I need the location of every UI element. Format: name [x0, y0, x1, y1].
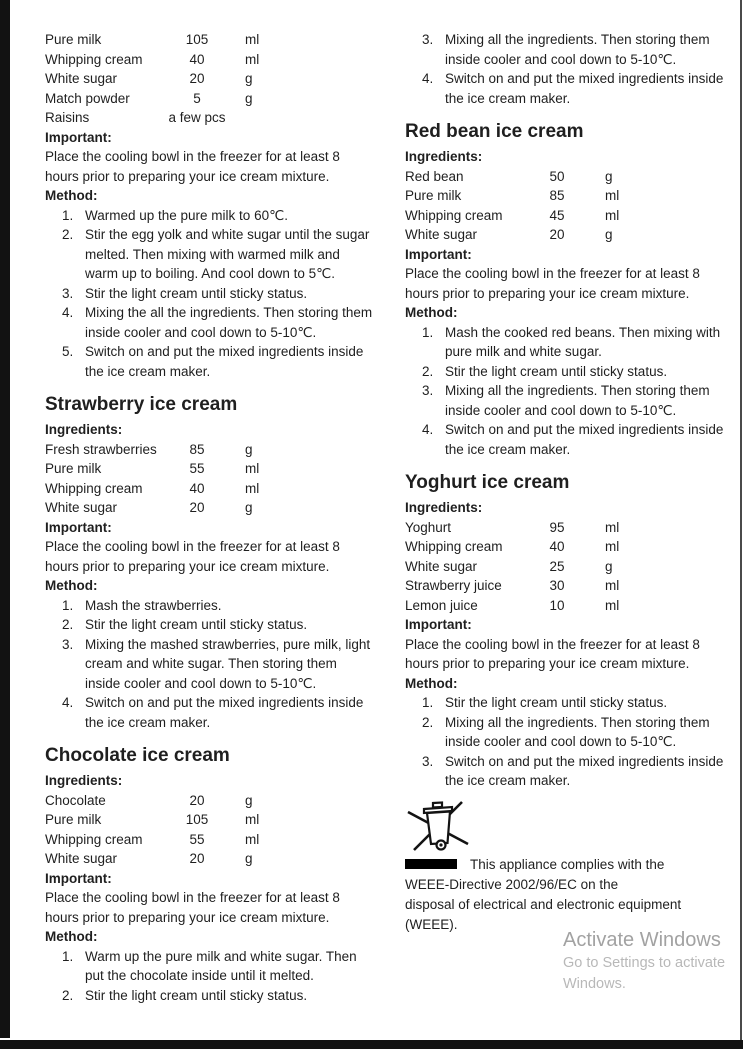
- ingredient-name: Chocolate: [45, 792, 106, 808]
- right-column: [405, 30, 730, 935]
- section-chocolate-method-continued: [405, 30, 730, 108]
- ingredient-qty: 20: [189, 500, 205, 515]
- step-number: 3.: [62, 636, 74, 652]
- method-steps: [405, 30, 730, 108]
- ingredient-qty: 85: [549, 188, 565, 203]
- important-label: Important:: [405, 617, 472, 632]
- method-step: [405, 420, 730, 459]
- ingredients-label: Ingredients:: [45, 422, 123, 437]
- method-step: [45, 635, 375, 694]
- step-text: Switch on and put the mixed ingredients inside the ice cream maker.: [445, 71, 724, 106]
- ingredient-name: White sugar: [45, 851, 118, 866]
- ingredient-unit: g: [605, 558, 613, 574]
- step-text: Stir the light cream until sticky status.: [445, 363, 668, 379]
- step-text: Stir the egg yolk and white sugar until the sugar melted. Then mixing with warmed milk and warm up to boiling. And cool down to 5℃.: [85, 227, 370, 281]
- ingredients-table: [45, 440, 375, 518]
- ingredient-row: [45, 69, 375, 89]
- weee-crossed-bin-icon: [405, 799, 730, 853]
- section-yoghurt-ice-cream: [405, 471, 730, 791]
- step-number: 3.: [422, 383, 434, 398]
- ingredient-qty: 10: [549, 597, 565, 613]
- ingredients-table: [45, 30, 375, 128]
- important-label: Important:: [45, 129, 112, 145]
- step-text: Warm up the pure milk and white sugar. Then put the chocolate inside until it melted.: [85, 948, 357, 983]
- important-label: Important:: [405, 246, 472, 262]
- ingredient-qty: 55: [189, 831, 205, 847]
- page-edge-bottom: [0, 1040, 743, 1049]
- ingredient-unit: ml: [605, 597, 620, 613]
- left-column: [45, 30, 375, 1005]
- method-label: Method:: [45, 929, 98, 944]
- ingredient-row: [405, 576, 730, 596]
- method-step: [405, 362, 730, 382]
- weee-text-line: This appliance complies with the: [470, 856, 665, 872]
- step-text: Warmed up the pure milk to 60℃.: [85, 207, 288, 223]
- step-number: 4.: [62, 305, 74, 320]
- activate-windows-watermark: [563, 928, 725, 995]
- ingredient-name: Match powder: [45, 90, 130, 106]
- watermark-subtitle: Go to Settings to activate: [563, 955, 726, 971]
- ingredient-row: [405, 557, 730, 577]
- method-step: [405, 323, 730, 362]
- ingredient-name: Raisins: [45, 110, 90, 125]
- step-number: 3.: [422, 32, 434, 47]
- step-number: 4.: [62, 695, 74, 710]
- ingredient-unit: g: [605, 168, 613, 184]
- ingredient-name: White sugar: [405, 227, 478, 242]
- ingredient-name: Pure milk: [45, 32, 102, 47]
- weee-black-bar: [405, 859, 457, 869]
- section-title: Strawberry ice cream: [45, 394, 238, 415]
- ingredient-qty: a few pcs: [168, 110, 226, 125]
- ingredient-unit: ml: [605, 519, 620, 535]
- ingredient-row: [405, 167, 730, 187]
- step-text: Mixing the mashed strawberries, pure milk, light cream and white sugar. Then storing them inside cooler and cool down to 5-10℃.: [85, 636, 371, 691]
- ingredient-row: [405, 186, 730, 206]
- method-label: Method:: [45, 188, 98, 203]
- method-label: Method:: [45, 578, 98, 593]
- ingredient-unit: g: [245, 71, 253, 86]
- ingredient-row: [45, 830, 375, 850]
- ingredient-name: Red bean: [405, 168, 464, 184]
- step-text: Stir the light cream until sticky status.: [85, 617, 308, 632]
- ingredient-qty: 95: [549, 519, 565, 535]
- method-step: [45, 986, 375, 1006]
- step-number: 3.: [62, 285, 74, 301]
- step-text: Switch on and put the mixed ingredients inside the ice cream maker.: [85, 695, 364, 730]
- ingredient-unit: ml: [605, 207, 620, 223]
- ingredients-table: [405, 518, 730, 616]
- ingredient-row: [405, 596, 730, 616]
- ingredient-qty: 20: [549, 227, 565, 242]
- ingredient-name: White sugar: [45, 500, 118, 515]
- ingredient-qty: 85: [189, 441, 205, 457]
- step-number: 2.: [422, 714, 434, 730]
- step-number: 1.: [422, 695, 434, 710]
- method-steps: [405, 323, 730, 460]
- important-text: Place the cooling bowl in the freezer for at least 8 hours prior to preparing your ice cream mixture.: [405, 636, 700, 671]
- ingredient-unit: g: [605, 227, 613, 242]
- ingredient-name: White sugar: [45, 71, 118, 86]
- ingredient-row: [45, 791, 375, 811]
- method-step: [405, 693, 730, 713]
- ingredient-qty: 55: [189, 461, 205, 476]
- ingredient-unit: ml: [605, 539, 620, 554]
- important-text: Place the cooling bowl in the freezer for at least 8 hours prior to preparing your ice cream mixture.: [45, 890, 340, 925]
- method-step: [45, 947, 375, 986]
- ingredient-name: Whipping cream: [45, 51, 143, 67]
- step-number: 3.: [422, 753, 434, 769]
- step-number: 5.: [62, 344, 74, 359]
- method-steps: [45, 947, 375, 1006]
- important-text: Place the cooling bowl in the freezer for at least 8 hours prior to preparing your ice cream mixture.: [45, 149, 340, 184]
- step-text: Switch on and put the mixed ingredients inside the ice cream maker.: [445, 422, 724, 457]
- ingredient-qty: 5: [193, 90, 201, 106]
- method-steps: [45, 206, 375, 382]
- important-text: Place the cooling bowl in the freezer for at least 8 hours prior to preparing your ice cream mixture.: [45, 539, 340, 574]
- ingredient-qty: 20: [189, 71, 205, 86]
- section-intro-recipe: [45, 30, 375, 381]
- weee-text-line: WEEE-Directive 2002/96/EC on the: [405, 876, 619, 892]
- method-step: [405, 752, 730, 791]
- step-text: Mixing all the ingredients. Then storing them inside cooler and cool down to 5-10℃.: [445, 383, 710, 418]
- method-step: [405, 713, 730, 752]
- ingredient-qty: 40: [189, 51, 205, 67]
- ingredient-qty: 25: [549, 558, 565, 574]
- method-step: [45, 342, 375, 381]
- ingredient-row: [405, 225, 730, 245]
- ingredient-unit: g: [245, 851, 253, 866]
- ingredient-row: [45, 498, 375, 518]
- method-label: Method:: [405, 675, 458, 691]
- method-step: [405, 69, 730, 108]
- step-text: Mixing all the ingredients. Then storing them inside cooler and cool down to 5-10℃.: [445, 714, 710, 749]
- ingredient-row: [405, 537, 730, 557]
- method-step: [45, 303, 375, 342]
- ingredient-row: [45, 459, 375, 479]
- step-text: Stir the light cream until sticky status.: [445, 695, 668, 710]
- step-number: 1.: [62, 207, 74, 223]
- step-text: Mixing all the ingredients. Then storing them inside cooler and cool down to 5-10℃.: [445, 32, 710, 67]
- important-label: Important:: [45, 870, 112, 886]
- ingredient-unit: g: [245, 792, 253, 808]
- ingredient-row: [45, 479, 375, 499]
- step-text: Mixing the all the ingredients. Then storing them inside cooler and cool down to 5-10℃.: [85, 305, 373, 340]
- ingredient-unit: ml: [245, 32, 260, 47]
- ingredient-name: Pure milk: [45, 812, 102, 827]
- ingredient-name: Lemon juice: [405, 597, 478, 613]
- ingredient-name: Yoghurt: [405, 519, 452, 535]
- step-number: 4.: [422, 422, 434, 437]
- page-edge-left: [0, 0, 10, 1038]
- weee-compliance-block: [405, 799, 730, 935]
- ingredient-qty: 40: [189, 480, 205, 496]
- ingredient-qty: 40: [549, 539, 565, 554]
- ingredient-unit: ml: [245, 461, 260, 476]
- method-step: [45, 693, 375, 732]
- section-title: Chocolate ice cream: [45, 745, 230, 766]
- ingredient-unit: g: [245, 90, 253, 106]
- ingredients-label: Ingredients:: [405, 149, 483, 164]
- section-strawberry-ice-cream: [45, 393, 375, 732]
- section-title: Yoghurt ice cream: [405, 472, 570, 493]
- ingredient-name: Pure milk: [45, 461, 102, 476]
- ingredient-name: White sugar: [405, 558, 478, 574]
- method-step: [45, 206, 375, 226]
- method-label: Method:: [405, 305, 458, 320]
- ingredient-unit: ml: [245, 480, 260, 496]
- ingredient-name: Whipping cream: [405, 539, 503, 554]
- step-text: Switch on and put the mixed ingredients inside the ice cream maker.: [445, 753, 724, 788]
- ingredient-name: Strawberry juice: [405, 578, 502, 593]
- ingredient-unit: ml: [245, 51, 260, 67]
- method-step: [405, 30, 730, 69]
- section-red-bean-ice-cream: [405, 120, 730, 459]
- ingredient-name: Whipping cream: [405, 207, 503, 223]
- method-step: [45, 225, 375, 284]
- step-number: 1.: [62, 948, 74, 964]
- ingredient-unit: g: [245, 500, 253, 515]
- page-edge-right: [740, 0, 742, 1040]
- ingredient-qty: 50: [549, 168, 565, 184]
- ingredients-label: Ingredients:: [405, 500, 483, 515]
- ingredient-unit: g: [245, 441, 253, 457]
- step-number: 1.: [62, 597, 74, 613]
- step-number: 2.: [62, 227, 74, 242]
- ingredient-row: [45, 440, 375, 460]
- ingredient-row: [405, 206, 730, 226]
- section-chocolate-ice-cream: [45, 744, 375, 1005]
- section-title: Red bean ice cream: [405, 121, 584, 142]
- ingredient-unit: ml: [245, 812, 260, 827]
- method-step: [45, 596, 375, 616]
- step-text: Mash the cooked red beans. Then mixing with pure milk and white sugar.: [445, 324, 721, 359]
- weee-compliance-text: [405, 855, 725, 935]
- ingredient-row: [45, 849, 375, 869]
- ingredient-unit: [229, 108, 245, 128]
- ingredient-row: [45, 108, 375, 128]
- ingredient-row: [45, 810, 375, 830]
- ingredient-qty: 20: [189, 792, 205, 808]
- ingredients-label: Ingredients:: [45, 773, 123, 788]
- step-text: Mash the strawberries.: [85, 597, 222, 613]
- ingredient-row: [45, 89, 375, 109]
- important-text: Place the cooling bowl in the freezer for at least 8 hours prior to preparing your ice cream mixture.: [405, 266, 700, 301]
- weee-text-line: (WEEE).: [405, 916, 458, 932]
- step-text: Stir the light cream until sticky status.: [85, 285, 308, 301]
- method-steps: [45, 596, 375, 733]
- method-steps: [405, 693, 730, 791]
- ingredient-row: [405, 518, 730, 538]
- method-step: [45, 615, 375, 635]
- ingredient-name: Fresh strawberries: [45, 441, 157, 457]
- ingredient-row: [45, 50, 375, 70]
- ingredient-name: Whipping cream: [45, 480, 143, 496]
- step-number: 1.: [422, 324, 434, 340]
- ingredient-qty: 20: [189, 851, 205, 866]
- ingredient-row: [45, 30, 375, 50]
- ingredient-unit: ml: [605, 578, 620, 593]
- step-text: Stir the light cream until sticky status.: [85, 987, 308, 1003]
- ingredient-qty: 45: [549, 207, 565, 223]
- step-number: 2.: [62, 987, 74, 1003]
- ingredient-qty: 105: [185, 812, 209, 827]
- step-number: 2.: [422, 363, 434, 379]
- ingredient-name: Pure milk: [405, 188, 462, 203]
- ingredient-unit: ml: [245, 831, 260, 847]
- watermark-title: Activate Windows: [563, 929, 721, 951]
- ingredients-table: [45, 791, 375, 869]
- ingredient-name: Whipping cream: [45, 831, 143, 847]
- method-step: [45, 284, 375, 304]
- method-step: [405, 381, 730, 420]
- step-text: Switch on and put the mixed ingredients inside the ice cream maker.: [85, 344, 364, 379]
- ingredient-qty: 105: [185, 32, 209, 47]
- weee-text-line: disposal of electrical and electronic equipment: [405, 896, 682, 912]
- important-label: Important:: [45, 519, 112, 535]
- step-number: 4.: [422, 71, 434, 86]
- ingredient-unit: ml: [605, 188, 620, 203]
- watermark-subtitle: Windows.: [563, 976, 626, 992]
- ingredients-table: [405, 167, 730, 245]
- ingredient-qty: 30: [549, 578, 565, 593]
- step-number: 2.: [62, 617, 74, 632]
